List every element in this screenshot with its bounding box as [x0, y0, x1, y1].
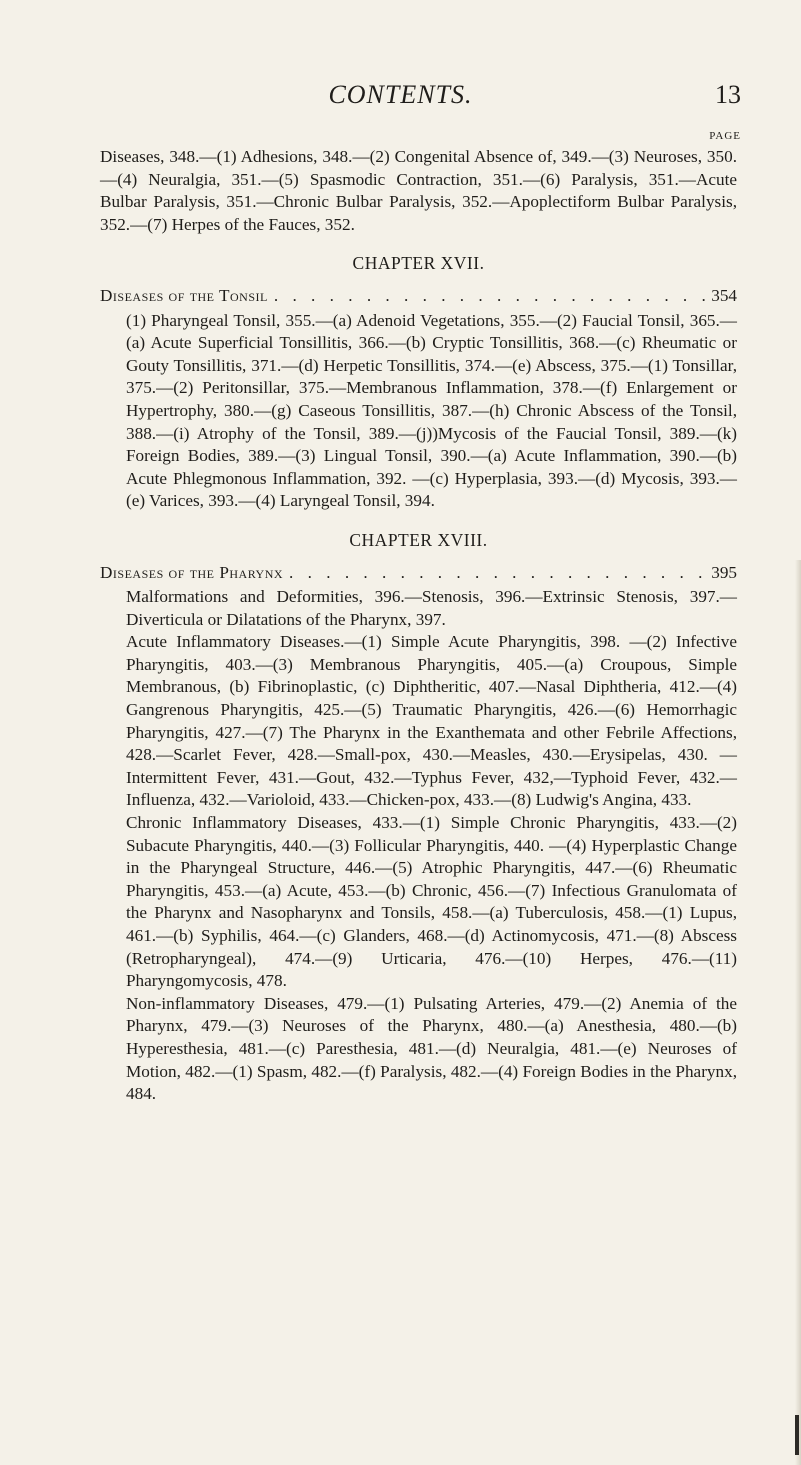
page-header: [0, 80, 801, 120]
intro-paragraph: Diseases, 348.—(1) Adhesions, 348.—(2) Congenital Absence of, 349.—(3) Neuroses, 350.—(4) Neuralgia, 351.—(5) Spasmodic Contraction, 351.—(6) Paralysis, 351.—Acute Bulbar Paralysis, 351.—Chronic Bulbar Paralysis, 352.—Apoplectiform Bulbar Paralysis, 352.—(7) Herpes of the Fauces, 352.: [100, 147, 737, 234]
chapter-17-entry: [100, 285, 737, 308]
chapter-17-page: 354: [711, 285, 737, 305]
chapter-18-heading: CHAPTER XVIII.: [349, 529, 488, 550]
chapter-18-entry: [100, 562, 737, 585]
page-edge-shadow: [795, 560, 801, 1465]
contents-body: [100, 146, 737, 1106]
page-edge-mark: [795, 1415, 799, 1455]
chapter-17-title: Diseases of the Tonsil: [100, 285, 268, 305]
chapter-17-paragraph: (1) Pharyngeal Tonsil, 355.—(a) Adenoid Vegetations, 355.—(2) Faucial Tonsil, 365.—(a) Acute Superficial Tonsillitis, 366.—(b) Cryptic Tonsillitis, 368.—(c) Rheumatic or Gouty Tonsillitis, 371.—(d) Herpetic Tonsillitis, 374.—(e) Abscess, 375.—(1) Tonsillar, 375.—(2) Peritonsillar, 375.—Membranous Inflammation, 378.—(f) Enlargement or Hypertrophy, 380.—(g) Caseous Tonsillitis, 387.—(h) Chronic Abscess of the Tonsil, 388.—(i) Atrophy of the Tonsil, 389.—(j))Mycosis of the Faucial Tonsil, 389.—(k) Foreign Bodies, 389.—(3) Lingual Tonsil, 390.—(a) Acute Inflammation, 390.—(b) Acute Phlegmonous Inflammation, 392. —(c) Hyperplasia, 393.—(d) Mycosis, 393.—(e) Varices, 393.—(4) Laryngeal Tonsil, 394.: [126, 310, 737, 511]
running-title: CONTENTS.: [328, 80, 473, 109]
dot-leader: [274, 285, 705, 308]
chapter-18-paragraph-non-inflammatory: Non-inflammatory Diseases, 479.—(1) Pulsating Arteries, 479.—(2) Anemia of the Pharynx, 479.—(3) Neuroses of the Pharynx, 480.—(a) Anesthesia, 480.—(b) Hyperesthesia, 481.—(c) Paresthesia, 481.—(d) Neuralgia, 481.—(e) Neuroses of Motion, 482.—(1) Spasm, 482.—(f) Paralysis, 482.—(4) Foreign Bodies in the Pharynx, 484.: [126, 993, 737, 1104]
dot-leader: [289, 562, 705, 585]
chapter-18-paragraph-acute: Acute Inflammatory Diseases.—(1) Simple Acute Pharyngitis, 398. —(2) Infective Pharyngitis, 403.—(3) Membranous Pharyngitis, 405.—(a) Croupous, Simple Membranous, (b) Fibrinoplastic, (c) Diphtheritic, 407.—Nasal Diphtheria, 412.—(4) Gangrenous Pharyngitis, 425.—(5) Traumatic Pharyngitis, 426.—(6) Hemorrhagic Pharyngitis, 427.—(7) The Pharynx in the Exanthemata and other Febrile Affections, 428.—Scarlet Fever, 428.—Small-pox, 430.—Measles, 430.—Erysipelas, 430. —Intermittent Fever, 431.—Gout, 432.—Typhus Fever, 432,—Typhoid Fever, 432.—Influenza, 432.—Varioloid, 433.—Chicken-pox, 433.—(8) Ludwig's Angina, 433.: [126, 632, 737, 810]
chapter-18-title: Diseases of the Pharynx: [100, 562, 284, 582]
chapter-18-page: 395: [711, 562, 737, 582]
chapter-18-paragraph-malformations: Malformations and Deformities, 396.—Stenosis, 396.—Extrinsic Stenosis, 397.—Diverticula or Dilatations of the Pharynx, 397.: [126, 587, 737, 629]
page-number: 13: [715, 80, 741, 109]
chapter-17-heading: CHAPTER XVII.: [352, 253, 485, 274]
chapter-18-paragraph-chronic: Chronic Inflammatory Diseases, 433.—(1) Simple Chronic Pharyngitis, 433.—(2) Subacute Pharyngitis, 440.—(3) Follicular Pharyngitis, 440. —(4) Hyperplastic Change in the Pharyngeal Structure, 446.—(5) Atrophic Pharyngitis, 447.—(6) Rheumatic Pharyngitis, 453.—(a) Acute, 453.—(b) Chronic, 456.—(7) Infectious Granulomata of the Pharynx and Nasopharynx and Tonsils, 458.—(a) Tuberculosis, 458.—(1) Lupus, 461.—(b) Syphilis, 464.—(c) Glanders, 468.—(d) Actinomycosis, 471.—(8) Abscess (Retropharyngeal), 474.—(9) Urticaria, 476.—(10) Herpes, 476.—(11) Pharyngomycosis, 478.: [126, 813, 737, 991]
page-column-label: PAGE: [709, 130, 741, 142]
